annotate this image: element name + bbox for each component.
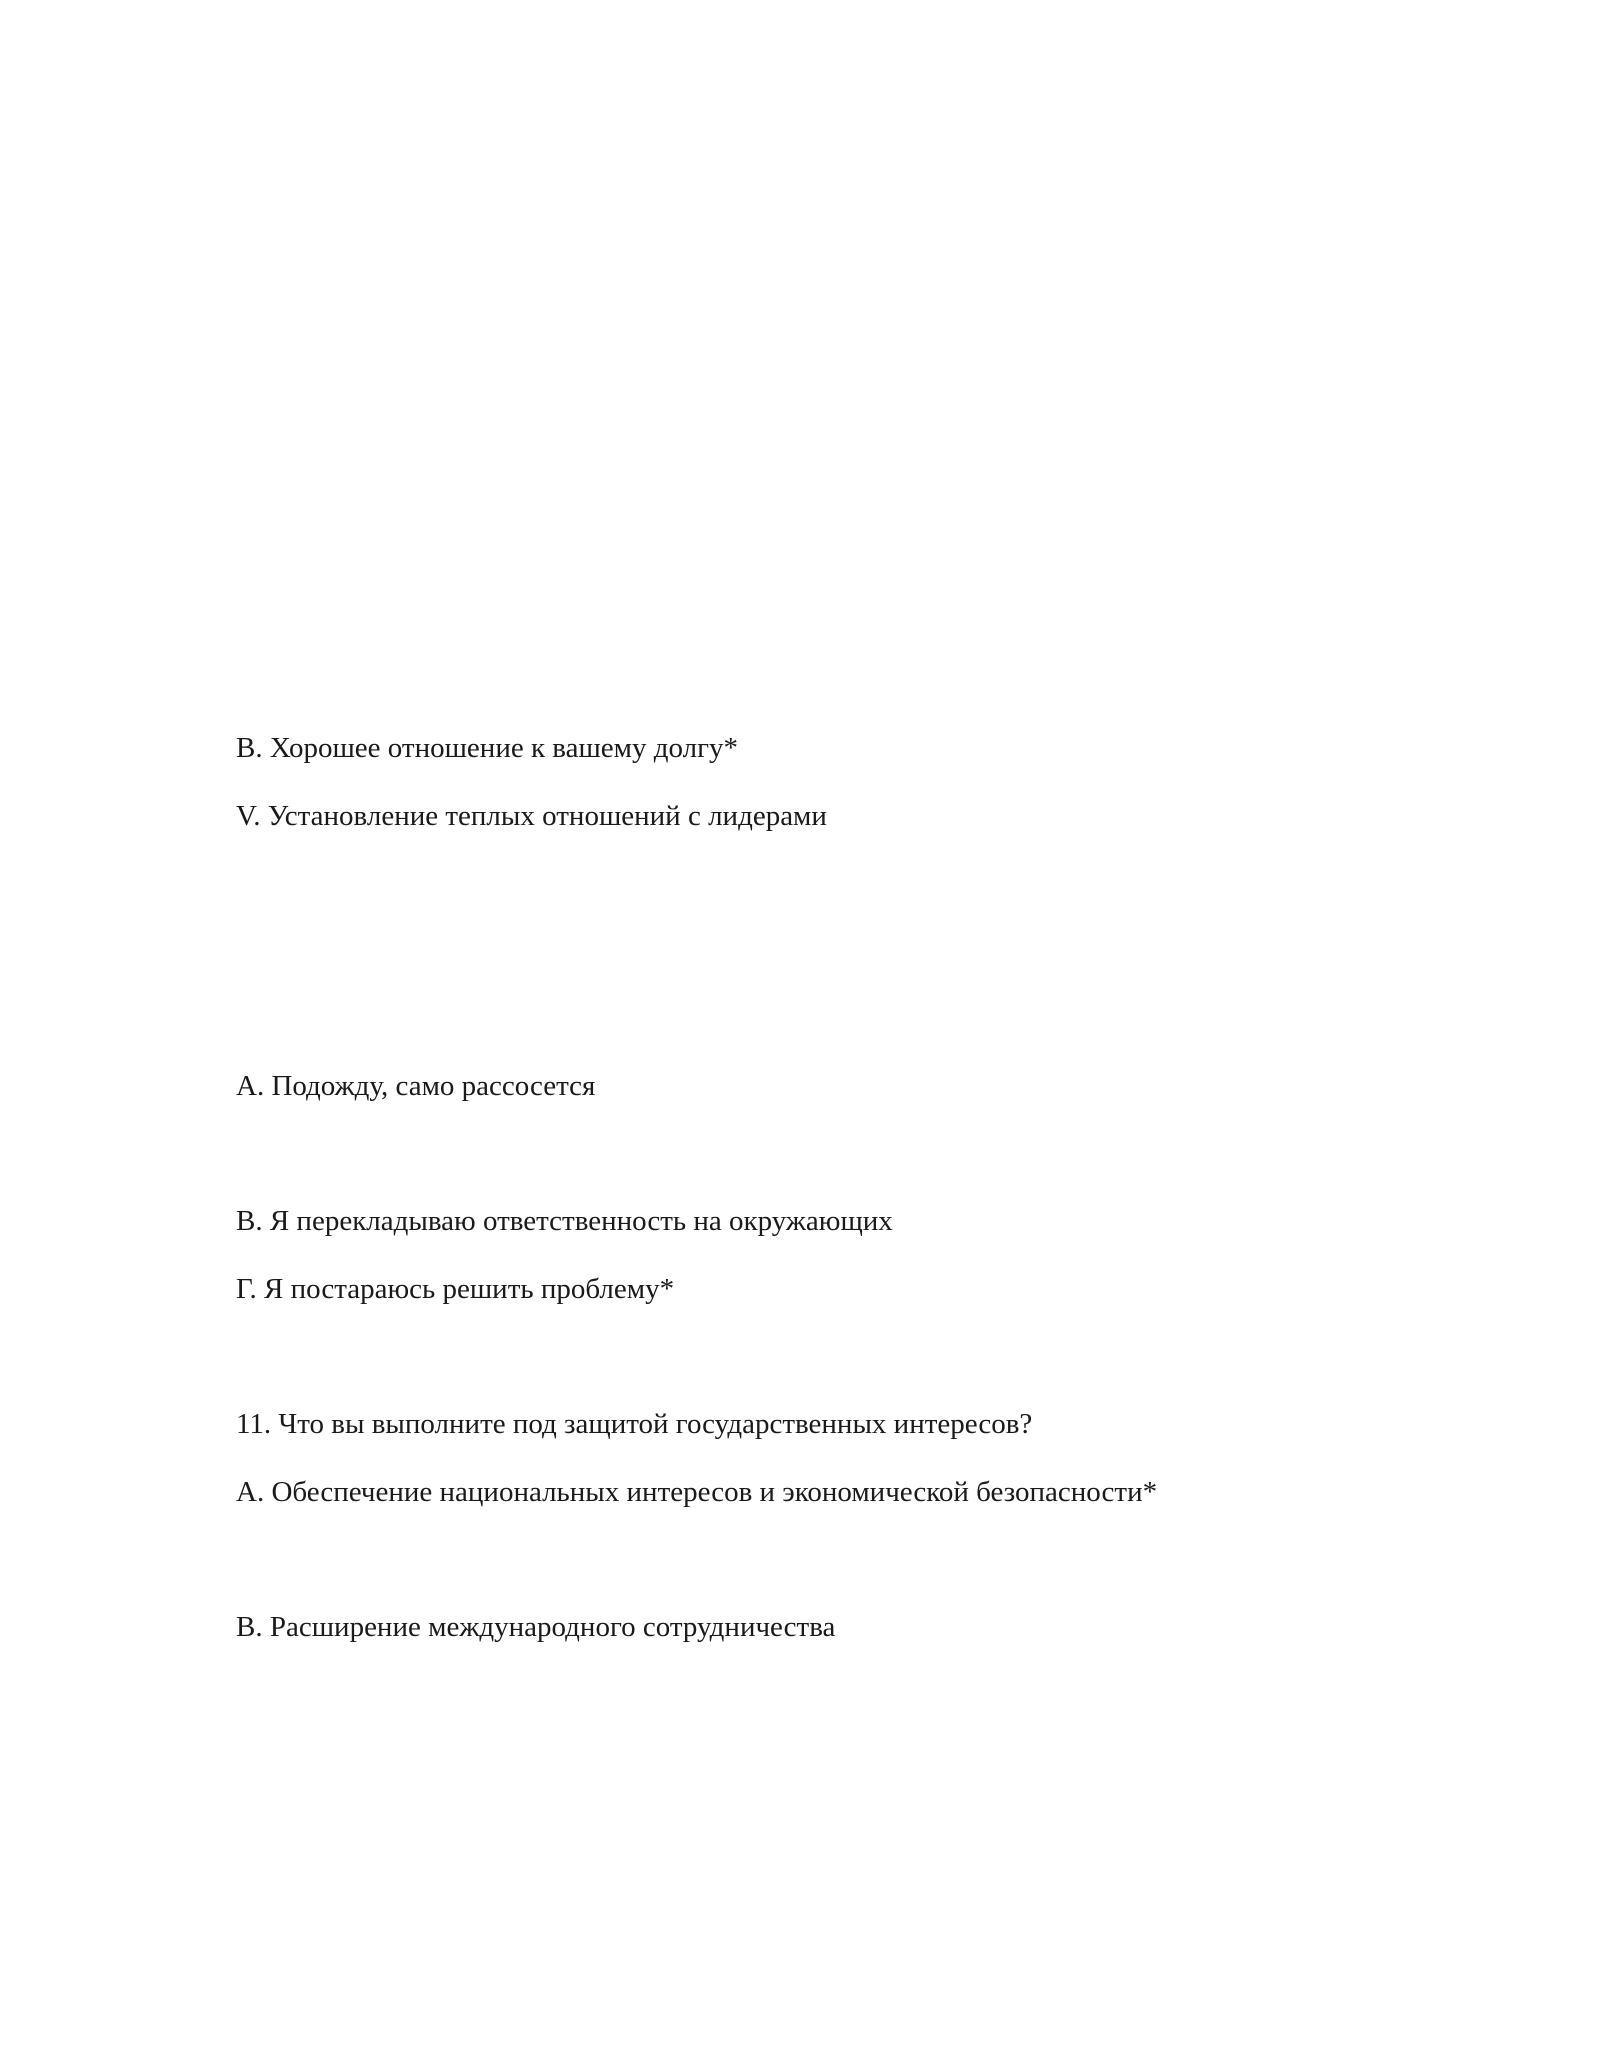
answer-option-line: B. Я перекладываю ответственность на окружающих [236,1205,893,1237]
answer-option-line: V. Установление теплых отношений с лидерами [236,800,827,832]
answer-option-line: B. Хорошее отношение к вашему долгу* [236,732,739,764]
answer-option-line: A. Обеспечение национальных интересов и экономической безопасности* [236,1476,1158,1508]
answer-option-line: Г. Я постараюсь решить проблему* [236,1273,675,1305]
answer-option-line: A. Подожду, само рассосется [236,1070,596,1102]
question-line: 11. Что вы выполните под защитой государственных интересов? [236,1408,1033,1440]
answer-option-line: B. Расширение международного сотрудничества [236,1611,836,1643]
